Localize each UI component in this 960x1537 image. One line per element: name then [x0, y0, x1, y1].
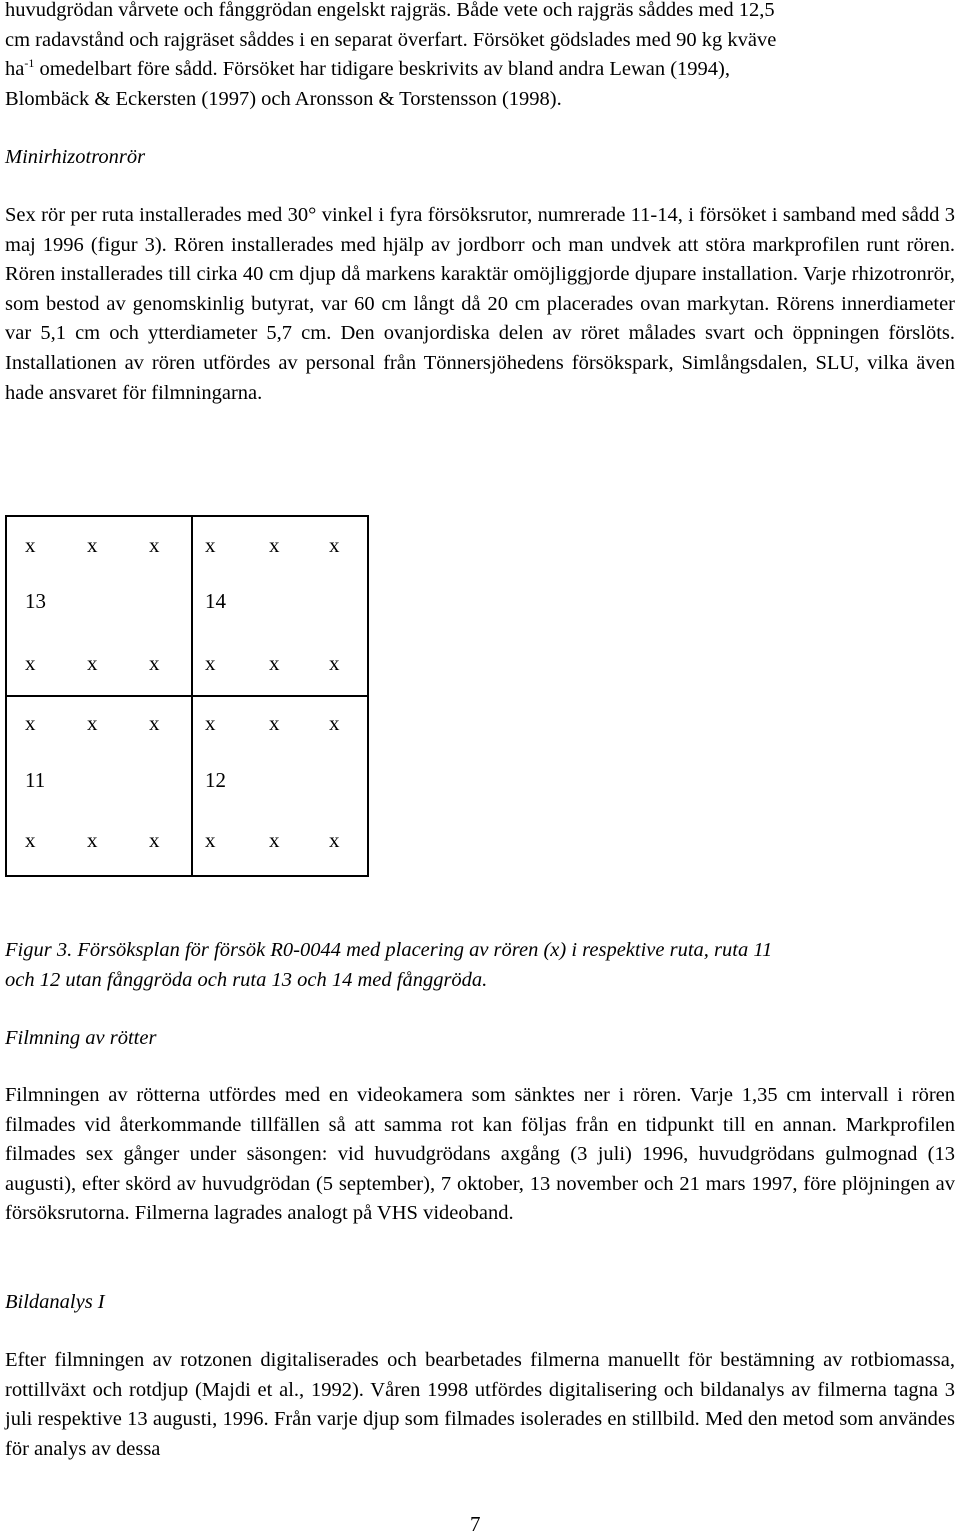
- plot-divider-horizontal: [7, 695, 367, 697]
- section-heading-minirhizotron: Minirhizotronrör: [5, 146, 146, 168]
- intro-line: [5, 55, 955, 85]
- figure-caption: [5, 936, 955, 995]
- intro-unit: ha: [5, 58, 25, 81]
- tube-mark: x: [87, 533, 98, 557]
- figure-plot-layout: [5, 515, 369, 877]
- section-heading-bildanalys: Bildanalys I: [5, 1291, 105, 1313]
- intro-line: Blombäck & Eckersten (1997) och Aronsson & Torstensson (1998).: [5, 87, 562, 110]
- figure-caption-line: och 12 utan fånggröda och ruta 13 och 14 med fånggröda.: [5, 968, 488, 991]
- intro-line-rest: omedelbart före sådd. Försöket har tidigare beskrivits av bland andra Lewan (1994),: [34, 58, 730, 81]
- tube-mark: x: [329, 651, 340, 675]
- plot-label-11: 11: [25, 768, 46, 792]
- tube-mark: x: [25, 711, 36, 735]
- tube-mark: x: [149, 533, 160, 557]
- tube-mark: x: [149, 651, 160, 675]
- plot-label-13: 13: [25, 589, 46, 613]
- tube-mark: x: [329, 533, 340, 557]
- intro-unit-superscript: -1: [24, 56, 35, 71]
- tube-mark: x: [87, 711, 98, 735]
- tube-mark: x: [25, 533, 36, 557]
- tube-mark: x: [87, 651, 98, 675]
- page-number: 7: [470, 1512, 481, 1536]
- section-body-bildanalys: Efter filmningen av rotzonen digitaliserades och bearbetades filmerna manuellt för bestämning av rotbiomassa, rottillväxt och rotdjup (Majdi et al., 1992). Våren 1998 utfördes digitalisering och bildanalys av filmerna tagna 3 juli respektive 13 augusti, 1996. Från varje djup som filmades isolerades en stillbild. Med den metod som användes för analys av dessa: [5, 1349, 955, 1460]
- tube-mark: x: [205, 651, 216, 675]
- intro-line: cm radavstånd och rajgräset såddes i en separat överfart. Försöket gödslades med 90 kg kväve: [5, 28, 777, 51]
- tube-mark: x: [149, 828, 160, 852]
- tube-mark: x: [269, 651, 280, 675]
- tube-mark: x: [87, 828, 98, 852]
- tube-mark: x: [269, 828, 280, 852]
- plot-label-12: 12: [205, 768, 226, 792]
- tube-mark: x: [205, 711, 216, 735]
- tube-mark: x: [25, 651, 36, 675]
- section-heading-filmning: Filmning av rötter: [5, 1027, 157, 1049]
- figure-caption-line: Figur 3. Försöksplan för försök R0-0044 med placering av rören (x) i respektive ruta, ruta 11: [5, 939, 773, 961]
- section-body-filmning: Filmningen av rötterna utfördes med en videokamera som sänktes ner i rören. Varje 1,35 cm intervall i rören filmades vid återkommande tillfällen så att samma rot kan följas från en tidpunkt till en annan. Markprofilen filmades sex gånger under säsongen: vid huvudgrödans axgång (3 juli) 1996, huvudgrödans gulmognad (13 augusti), efter skörd av huvudgrödan (5 september), 7 oktober, 13 november och 21 mars 1997, före plöjningen av försöksrutorna. Filmerna lagrades analogt på VHS videoband.: [5, 1084, 955, 1225]
- tube-mark: x: [205, 828, 216, 852]
- tube-mark: x: [329, 828, 340, 852]
- intro-paragraph: [5, 0, 955, 114]
- tube-mark: x: [329, 711, 340, 735]
- tube-mark: x: [149, 711, 160, 735]
- plot-label-14: 14: [205, 589, 226, 613]
- intro-line: huvudgrödan vårvete och fånggrödan engelskt rajgräs. Både vete och rajgräs såddes med 12,5: [5, 0, 775, 21]
- tube-mark: x: [269, 533, 280, 557]
- section-body-minirhizotron: Sex rör per ruta installerades med 30° vinkel i fyra försöksrutor, numrerade 11-14, i försöket i samband med sådd 3 maj 1996 (figur 3). Rören installerades med hjälp av jordborr och man undvek att störa markprofilen runt rören. Rören installerades till cirka 40 cm djup då markens karaktär omöjliggjorde djupare installation. Varje rhizotronrör, som bestod av genomskinlig butyrat, var 60 cm långt då 20 cm placerades ovan markytan. Rörens innerdiameter var 5,1 cm och ytterdiameter 5,7 cm. Den ovanjordiska delen av röret målades svart och öppningen förslöts. Installationen av rören utfördes av personal från Tönnersjöhedens försökspark, Simlångsdalen, SLU, vilka även hade ansvaret för filmningarna.: [5, 204, 955, 404]
- tube-mark: x: [269, 711, 280, 735]
- tube-mark: x: [25, 828, 36, 852]
- tube-mark: x: [205, 533, 216, 557]
